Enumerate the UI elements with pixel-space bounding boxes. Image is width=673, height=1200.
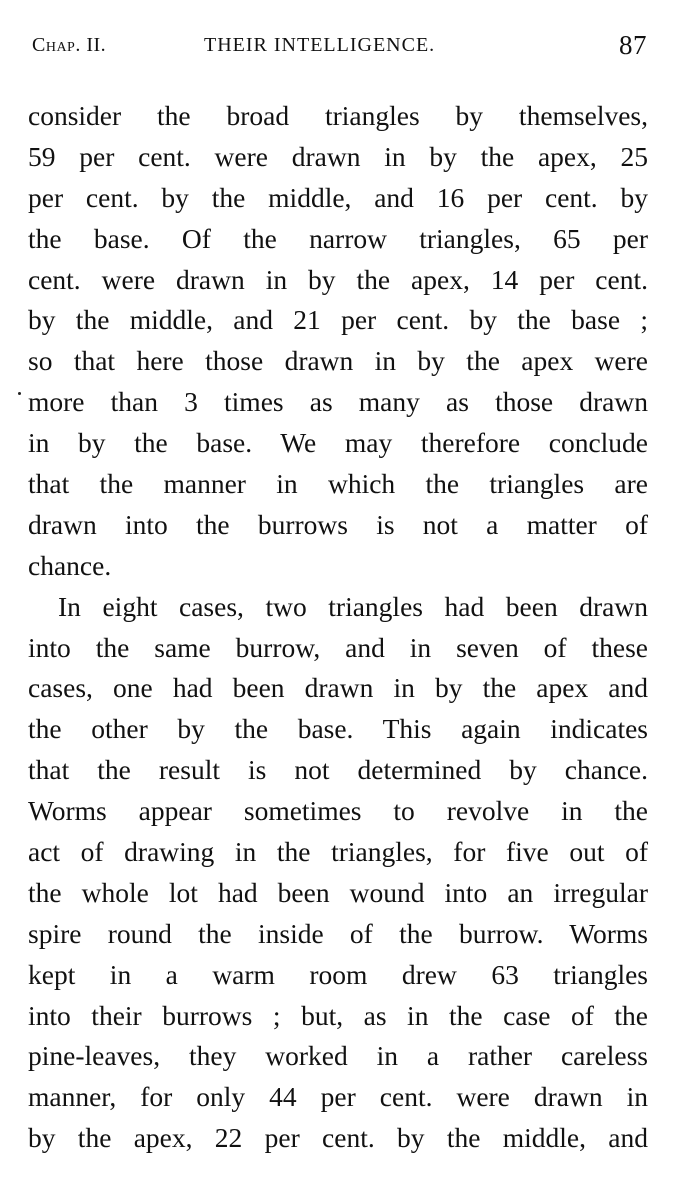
text-line: chance. xyxy=(28,549,112,581)
text-line: cent. were drawn in by the apex, 14 per cent. xyxy=(28,263,648,295)
running-head xyxy=(32,30,647,66)
text-line: by the middle, and 21 per cent. by the base ; xyxy=(28,304,648,336)
text-line: so that here those drawn in by the apex were xyxy=(28,345,648,377)
text-line: that the result is not determined by chance. xyxy=(28,754,648,786)
text-line: In eight cases, two triangles had been drawn xyxy=(58,590,648,622)
page-number: 87 xyxy=(619,30,647,60)
text-line: spire round the inside of the burrow. Worms xyxy=(28,917,648,949)
text-line: Worms appear sometimes to revolve in the xyxy=(28,795,648,827)
body-text xyxy=(28,96,648,1159)
running-title: THEIR INTELLIGENCE. xyxy=(204,34,436,56)
text-line: that the manner in which the triangles are xyxy=(28,468,648,500)
text-line: into the same burrow, and in seven of these xyxy=(28,631,648,663)
text-line: into their burrows ; but, as in the case of the xyxy=(28,999,648,1031)
text-line: consider the broad triangles by themselves, xyxy=(28,100,648,131)
text-line: drawn into the burrows is not a matter of xyxy=(28,508,648,540)
text-line: 59 per cent. were drawn in by the apex, 25 xyxy=(28,140,648,172)
text-line: per cent. by the middle, and 16 per cent. by xyxy=(28,181,648,213)
text-line: the base. Of the narrow triangles, 65 per xyxy=(28,222,648,254)
text-line: the whole lot had been wound into an irregular xyxy=(28,876,648,908)
text-line: in by the base. We may therefore conclude xyxy=(28,427,648,459)
text-line: more than 3 times as many as those drawn xyxy=(28,386,648,418)
text-line: cases, one had been drawn in by the apex and xyxy=(28,672,648,704)
chapter-label: Chap. II. xyxy=(32,34,107,56)
text-line: the other by the base. This again indicates xyxy=(28,713,648,745)
text-line: pine-leaves, they worked in a rather careless xyxy=(28,1040,648,1072)
ink-speck xyxy=(18,392,21,395)
text-line: kept in a warm room drew 63 triangles xyxy=(28,958,648,990)
text-line: act of drawing in the triangles, for five out of xyxy=(28,836,648,868)
text-line: by the apex, 22 per cent. by the middle, and xyxy=(28,1122,648,1154)
text-line: manner, for only 44 per cent. were drawn in xyxy=(28,1081,648,1113)
